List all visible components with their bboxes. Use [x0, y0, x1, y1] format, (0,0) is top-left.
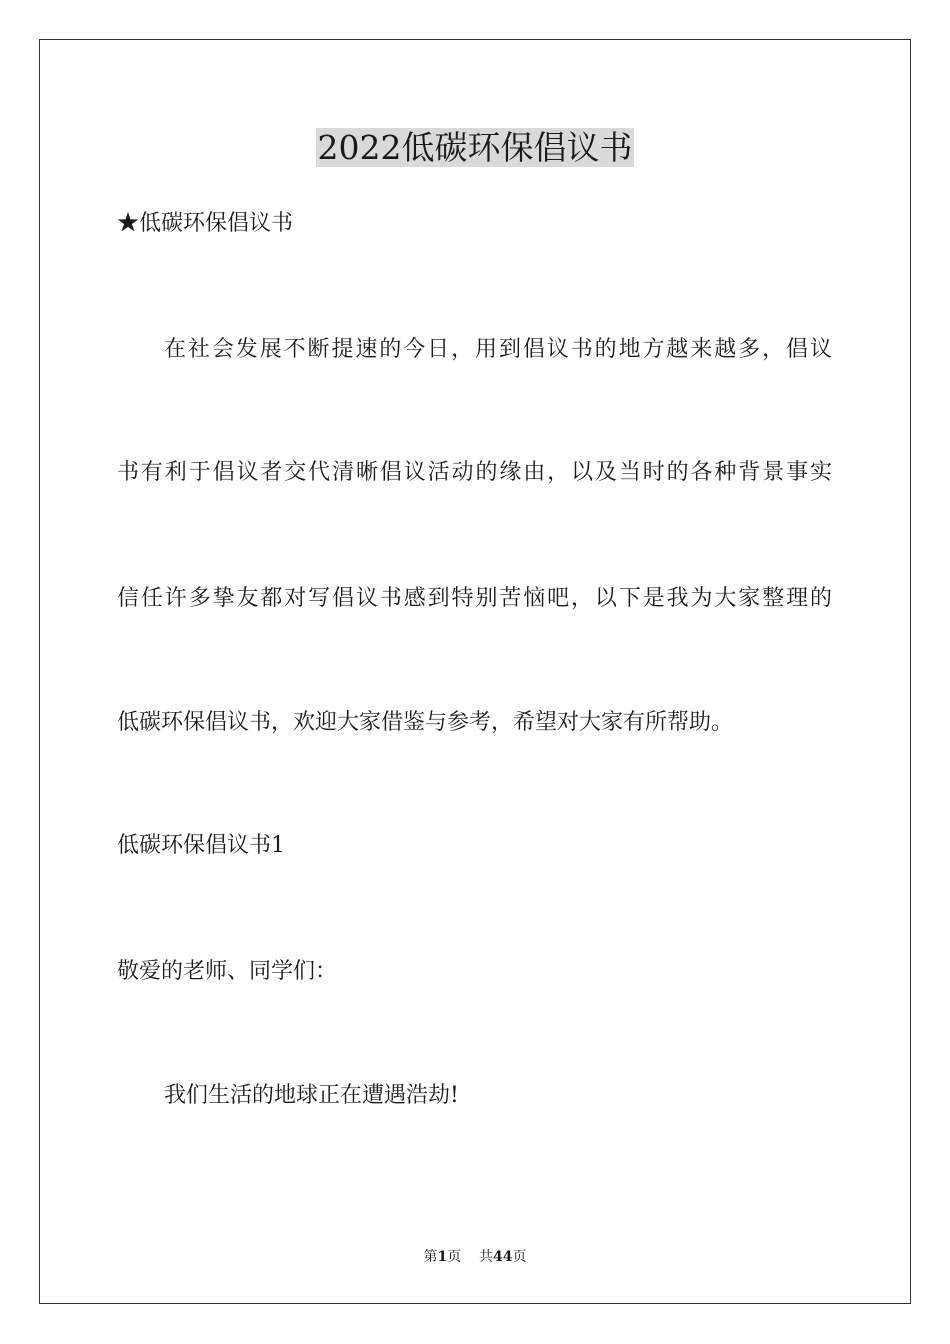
body-paragraph-line: 我们生活的地球正在遭遇浩劫!	[164, 1083, 459, 1108]
footer-total-prefix: 共	[479, 1249, 494, 1265]
footer-total-suffix: 页	[512, 1249, 527, 1265]
footer-page-suffix: 页	[447, 1249, 462, 1265]
intro-line-4: 低碳环保倡议书，欢迎大家借鉴与参考，希望对大家有所帮助。	[117, 710, 734, 735]
document-title	[0, 126, 950, 170]
footer-page-prefix: 第	[423, 1249, 438, 1265]
document-title-text: 2022低碳环保倡议书	[317, 128, 633, 167]
footer-page-number: 1	[437, 1249, 448, 1265]
subheading: ★低碳环保倡议书	[117, 211, 294, 236]
intro-line-3: 信任许多挚友都对写倡议书感到特别苦恼吧，以下是我为大家整理的	[117, 586, 832, 611]
salutation: 敬爱的老师、同学们：	[117, 959, 338, 984]
footer-total-pages: 44	[493, 1249, 513, 1265]
intro-line-1: 在社会发展不断提速的今日，用到倡议书的地方越来越多，倡议	[164, 337, 832, 362]
intro-line-2: 书有利于倡议者交代清晰倡议活动的缘由，以及当时的各种背景事实	[117, 460, 832, 485]
page-footer	[0, 1247, 950, 1267]
section-title: 低碳环保倡议书1	[117, 833, 285, 858]
